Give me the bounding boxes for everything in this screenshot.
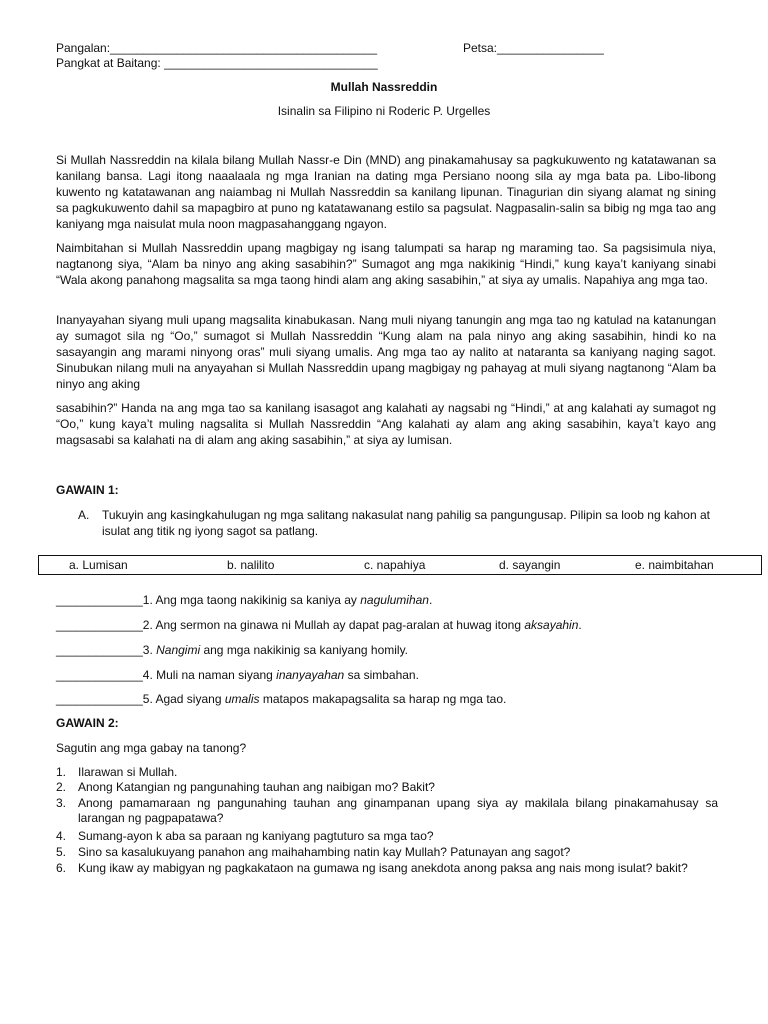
answer-blank[interactable]: _____________: [56, 618, 143, 632]
story-title: Mullah Nassreddin: [330, 80, 438, 94]
gawain1-heading: GAWAIN 1:: [56, 483, 119, 497]
exercise-item: _____________5. Agad siyang umalis matapos makapagsalita sa harap ng mga tao.: [56, 692, 507, 706]
exercise-item: _____________4. Muli na naman siyang inanyayahan sa simbahan.: [56, 668, 419, 682]
story-paragraph: Inanyayahan siyang muli upang magsalita kinabukasan. Nang muli niyang tanungin ang mga tao ng katulad na katanungan ay sumagot sila ng “Oo,” sumagot si Mullah Nassreddin “Kung alam na pala ninyo ang aking sasabihin, hindi ko na sasayangin ang marami ninyong oras” muli siyang umalis. Ang mga tao ay nalito at nataranta sa kaniyang naging sagot. Sinubukan nilang muli na anyayahan si Mullah Nassreddin upang magbigay ng pahayag at muli siyang nagtanong “Alam ba ninyo ang aking: [56, 313, 716, 391]
story-paragraph: sasabihin?” Handa na ang mga tao sa kanilang isasagot ang kalahati ay nagsabi ng “Hindi,” at ang kalahati ay sumagot ng “Oo,” kung kaya’t muling nagsalita si Mullah Nassreddin “Ang kalahati ay alam ang aking sasabihin, kaya’t kayo ang magsasabi sa kalahati na di alam ang aking sasabihin,” at siya ay lumisan.: [56, 401, 716, 447]
choices-box: [38, 555, 762, 575]
date-field-label: Petsa:________________: [463, 41, 604, 55]
exercise-item: _____________1. Ang mga taong nakikinig sa kaniya ay nagulumihan.: [56, 593, 433, 607]
gawain1-instruction: Tukuyin ang kasingkahulugan ng mga salitang nakasulat nang pahilig sa pangungusap. Pilipin sa loob ng kahon at isulat ang titik ng iyong sagot sa patlang.: [102, 508, 710, 538]
question-item: 2. Anong Katangian ng pangunahing tauhan ang naibigan mo? Bakit?: [56, 780, 435, 794]
question-item: 3. Anong pamamaraan ng pangunahing tauhan ang ginampanan upang siya ay makilala bilang pinakamahusay sa larangan ng pagpapatawa?: [56, 796, 718, 825]
story-paragraph: Si Mullah Nassreddin na kilala bilang Mullah Nassr-e Din (MND) ang pinakamahusay sa pagkukuwento ng katatawanan sa kanilang bansa. Lagi itong naaalaala ng mga Iranian na dating mga Persiano noong sila ay mga bata pa. Libo-libong kuwento ng katatawanan ang naiambag ni Mullah Nassreddin sa kanilang lipunan. Tinagurian din siyang alamat ng sining sa pagkukuwento dahil sa mapagbiro at puno ng katatawanang estilo sa pagsulat. Nagpasalin-salin sa bibig ng mga tao ang kaniyang mga naisulat mula noon magpasahanggang ngayon.: [56, 153, 716, 231]
choice-b: b. nalilito: [227, 558, 275, 572]
exercise-item: _____________2. Ang sermon na ginawa ni Mullah ay dapat pag-aralan at huwag itong aksayahin.: [56, 618, 582, 632]
story-translator: Isinalin sa Filipino ni Roderic P. Urgelles: [277, 104, 491, 118]
name-field-label: Pangalan:________________________________________: [56, 41, 377, 55]
question-item: 1. Ilarawan si Mullah.: [56, 765, 178, 779]
choice-d: d. sayangin: [499, 558, 561, 572]
instruction-letter: A.: [78, 508, 90, 522]
story-paragraph: Naimbitahan si Mullah Nassreddin upang magbigay ng isang talumpati sa harap ng maraming tao. Sa pagsisimula niya, nagtanong siya, “Alam ba ninyo ang aking sasabihin?” Sumagot ang mga nakikinig “Hindi,” kung kaya’t kaniyang sinabi “Wala akong panahong magsalita sa mga taong hindi alam ang aking sasabihin,” at siya ay umalis. Napahiya ang mga tao.: [56, 241, 716, 287]
question-item: 4. Sumang-ayon k aba sa paraan ng kaniyang pagtuturo sa mga tao?: [56, 829, 434, 843]
choice-c: c. napahiya: [364, 558, 426, 572]
question-item: 5. Sino sa kasalukuyang panahon ang maihahambing natin kay Mullah? Patunayan ang sagot?: [56, 845, 571, 859]
answer-blank[interactable]: _____________: [56, 593, 143, 607]
answer-blank[interactable]: _____________: [56, 668, 143, 682]
choice-e: e. naimbitahan: [635, 558, 714, 572]
gawain2-heading: GAWAIN 2:: [56, 716, 119, 730]
choice-a: a. Lumisan: [69, 558, 128, 572]
exercise-item: _____________3. Nangimi ang mga nakikinig sa kaniyang homily.: [56, 643, 409, 657]
gawain2-instruction: Sagutin ang mga gabay na tanong?: [56, 741, 247, 755]
answer-blank[interactable]: _____________: [56, 643, 143, 657]
grade-field-label: Pangkat at Baitang: ________________________________: [56, 56, 378, 70]
answer-blank[interactable]: _____________: [56, 692, 143, 706]
question-item: 6. Kung ikaw ay mabigyan ng pagkakataon na gumawa ng isang anekdota anong paksa ang nais mong isulat? bakit?: [56, 861, 688, 875]
